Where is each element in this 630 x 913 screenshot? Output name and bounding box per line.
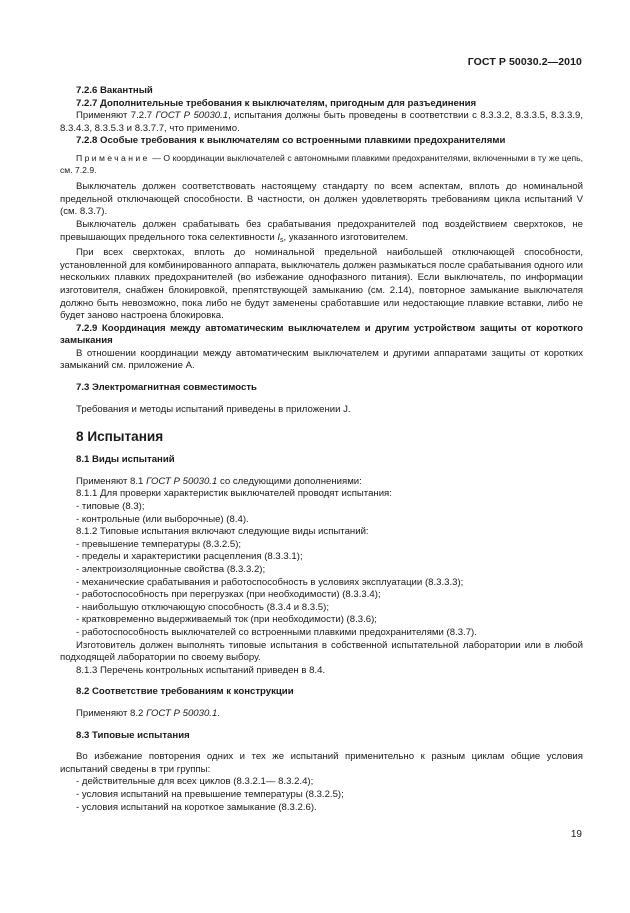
- section-8-2-heading: 8.2 Соответствие требованиям к конструкции: [76, 686, 294, 698]
- symbol-subscript: s: [280, 236, 284, 244]
- list-item: - кратковременно выдерживаемый ток (при необходимости) (8.3.6);: [76, 614, 377, 626]
- page-body: [60, 85, 583, 814]
- section-7-2-7-heading: 7.2.7 Дополнительные требования к выключателям, пригодным для разъединения: [76, 97, 477, 109]
- list-item: - действительные для всех циклов (8.3.2.1— 8.3.2.4);: [76, 776, 314, 788]
- list-item: - работоспособность при перегрузках (при необходимости) (8.3.3.4);: [76, 589, 381, 601]
- paragraph: 8.1.1 Для проверки характеристик выключателей проводят испытания:: [76, 488, 392, 500]
- list-item: - типовые (8.3);: [76, 501, 145, 513]
- paragraph: 8.1.2 Типовые испытания включают следующие виды испытаний:: [76, 526, 369, 538]
- text-run: Применяют 7.2.7: [76, 110, 156, 122]
- paragraph: Изготовитель должен выполнять типовые испытания в собственной испытательной лаборатории или в любой подходящей лаборатории по своему выбору.: [60, 639, 583, 664]
- text-run: .: [217, 707, 220, 719]
- list-item: - работоспособность выключателей со встроенными плавкими предохранителями (8.3.7).: [76, 626, 477, 638]
- text-run: Применяют 8.1: [76, 475, 147, 487]
- paragraph: В отношении координации между автоматическим выключателем и другими аппаратами защиты от коротких замыканий см. приложение А.: [60, 347, 583, 372]
- text-run: Применяют 8.2: [76, 707, 147, 719]
- note-paragraph: [60, 153, 583, 176]
- text-run: , указанного изготовителем.: [283, 231, 409, 243]
- list-item: - условия испытаний на короткое замыкание (8.3.2.6).: [76, 801, 317, 813]
- paragraph: [60, 708, 583, 721]
- note-label: Примечание: [76, 152, 150, 163]
- paragraph: [60, 476, 583, 489]
- paragraph: При всех сверхтоках, вплоть до номинальной предельной наибольшей отключающей способности, установленной для комбинированного аппарата, выключатель должен размыкаться после срабатывания одного или нескольких плавких предохранителей (во избежание однофазного питания). Если выключатель, по информации изготовителя, снабжен блокировкой, препятствующей замыканию (см. 2.14), повторное замыкание выключателя должно быть невозможно, пока либо не будут заменены сработавшие или недостающие плавкие вставки, либо не будет заново настроена блокировка.: [60, 247, 583, 322]
- paragraph: Требования и методы испытаний приведены в приложении J.: [76, 403, 351, 415]
- list-item: - превышение температуры (8.3.2.5);: [76, 538, 242, 550]
- list-item: - пределы и характеристики расцепления (8.3.3.1);: [76, 551, 303, 563]
- list-item: - контрольные (или выборочные) (8.4).: [76, 513, 249, 525]
- list-item: - механические срабатывания и работоспособность в условиях эксплуатации (8.3.3.3);: [76, 576, 464, 588]
- section-8-1-heading: 8.1 Виды испытаний: [76, 454, 175, 466]
- paragraph: 8.1.3 Перечень контрольных испытаний приведен в 8.4.: [76, 664, 326, 676]
- standard-reference: ГОСТ Р 50030.1: [146, 475, 218, 487]
- standard-header: ГОСТ Р 50030.2—2010: [467, 56, 582, 68]
- test-conditions-list: [60, 776, 583, 814]
- section-7-2-7-text: [60, 110, 583, 135]
- test-types-list: [60, 501, 583, 526]
- page-number: 19: [570, 829, 582, 840]
- selectivity-current-symbol: I: [277, 231, 281, 243]
- list-item: - электроизоляционные свойства (8.3.3.2);: [76, 564, 266, 575]
- list-item: - наибольшую отключающую способность (8.3.4 и 8.3.5);: [76, 601, 329, 613]
- section-7-2-6-heading: 7.2.6 Вакантный: [76, 85, 153, 96]
- text-run: со следующими дополнениями:: [217, 475, 362, 487]
- section-7-2-9-heading: 7.2.9 Координация между автоматическим выключателем и другим устройством защиты от короткого замыкания: [60, 322, 583, 347]
- standard-reference: ГОСТ Р 50030.1: [155, 110, 229, 122]
- standard-reference: ГОСТ Р 50030.1: [146, 707, 218, 719]
- text-run: Выключатель должен срабатывать без срабатывания предохранителей под воздействием сверхтоков, не превышающих предельного тока селективности: [60, 218, 583, 243]
- section-8-heading: 8 Испытания: [76, 429, 164, 445]
- text-run: , испытания должны быть проведены в соответствии с 8.3.3.2, 8.3.3.5, 8.3.3.9, 8.3.4.3, 8.3.5.3 и 8.3.7.7, что применимо.: [60, 110, 584, 134]
- type-tests-list: [60, 539, 583, 640]
- paragraph: [60, 219, 583, 247]
- note-text: — О координации выключателей с автономными плавкими предохранителями, включенными в ту же цепь, см. 7.2.9.: [60, 152, 583, 175]
- list-item: - условия испытаний на превышение температуры (8.3.2.5);: [76, 788, 344, 800]
- section-8-3-heading: 8.3 Типовые испытания: [76, 729, 190, 741]
- section-7-2-8-heading: 7.2.8 Особые требования к выключателям со встроенными плавкими предохранителями: [76, 135, 506, 147]
- paragraph: Выключатель должен соответствовать настоящему стандарту по всем аспектам, вплоть до номинальной предельной отключающей способности. В частности, он должен удовлетворять требованиям цикла испытаний V (см. 8.3.7).: [60, 181, 583, 218]
- paragraph: Во избежание повторения одних и тех же испытаний применительно к разным циклам общие условия испытаний сведены в три группы:: [60, 751, 583, 775]
- section-7-3-heading: 7.3 Электромагнитная совместимость: [76, 382, 257, 394]
